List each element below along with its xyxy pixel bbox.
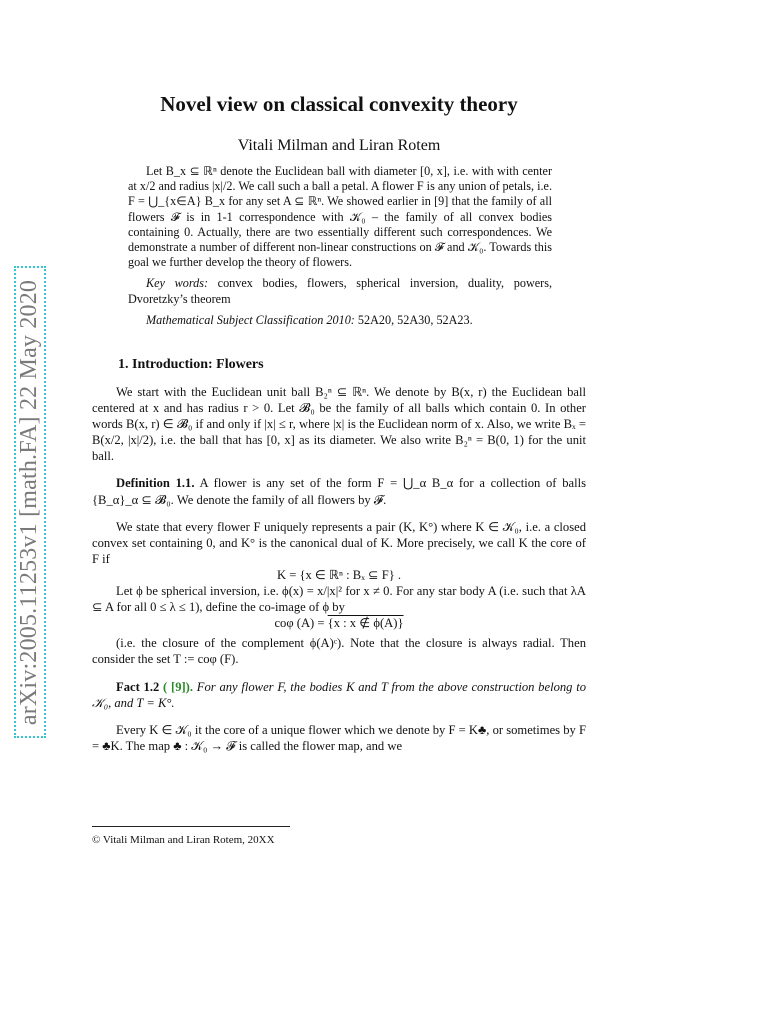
definition-block (92, 475, 586, 507)
keywords-label: Key words: (146, 276, 209, 291)
paper-title: Novel view on classical convexity theory (160, 92, 518, 116)
msc-label: Mathematical Subject Classification 2010: (146, 312, 355, 327)
msc-text: 52A20, 52A30, 52A23. (357, 312, 473, 327)
equation-coimage-left: coφ (A) = (274, 616, 328, 631)
footnote-divider (92, 826, 290, 827)
msc-classification (128, 313, 552, 328)
abstract-text: Let B_x ⊆ ℝⁿ denote the Euclidean ball with diameter [0, x], i.e. with with center at x/2 and radius |x|/2. We call such a ball a petal. A flower F is any union of petals, i.e. F = ⋃_{x∈A} B_x for any set A ⊆ ℝⁿ. We showed earlier in [9] that the family of all flowers 𝓕 is in 1-1 correspondence with 𝒦₀ – the family of all convex bodies containing 0. Actually, there are two essentially different such correspondences. We demonstrate a number of different non-linear constructions on 𝓕 and 𝒦₀. Towards this goal we further develop the theory of flowers. (128, 164, 552, 270)
paragraph-flower-map: Every K ∈ 𝒦₀ it the core of a unique flower which we denote by F = K♣, or sometimes by F = ♣K. The map ♣ : 𝒦₀ → 𝓕 is called the flower map, and we (92, 722, 586, 753)
paper-authors: Vitali Milman and Liran Rotem (237, 137, 441, 154)
body-text (92, 384, 586, 754)
paragraph-intro: We start with the Euclidean unit ball B₂ⁿ ⊆ ℝⁿ. We denote by B(x, r) the Euclidean ball centered at x and has radius r > 0. Let 𝓑₀ be the family of all balls which contain 0. In other words B(x, r) ∈ 𝓑₀ if and only if |x| ≤ r, where |x| is the Euclidean norm of x. Also, we write Bₓ = B(x/2, |x|/2), i.e. the ball that has [0, x] as its diameter. We also write B₂ⁿ = B(0, 1) for the unit ball. (92, 385, 586, 464)
fact-text: For any flower F, the bodies K and T from the above construction belong to 𝒦₀, and T = K°. (92, 679, 587, 710)
arxiv-id: arXiv:2005.11253v1 [math.FA] 22 May 2020 (16, 279, 43, 725)
abstract (128, 164, 552, 328)
fact-block (92, 679, 586, 711)
fact-citation-link[interactable]: ( [9]). (163, 679, 194, 694)
arxiv-sidebar-stamp[interactable] (14, 266, 46, 738)
paragraph-core: We state that every flower F uniquely represents a pair (K, K°) where K ∈ 𝒦₀, i.e. a closed convex set containing 0, and K° is the canonical dual of K. More precisely, we call K the core of F if (92, 519, 586, 566)
definition-text: A flower is any set of the form F = ⋃_α B_α for a collection of balls {B_α}_α ⊆ 𝓑₀. We denote the family of all flowers by 𝓕. (92, 476, 586, 507)
equation-core: K = {x ∈ ℝⁿ : Bₓ ⊆ F} . (276, 567, 402, 582)
fact-label: Fact 1.2 (116, 679, 160, 694)
paragraph-inversion: Let ϕ be spherical inversion, i.e. ϕ(x) = x/|x|² for x ≠ 0. For any star body A (i.e. such that λA ⊆ A for all 0 ≤ λ ≤ 1), define the co-image of ϕ by (92, 584, 586, 615)
equation-coimage (92, 615, 586, 631)
definition-label: Definition 1.1. (116, 476, 195, 491)
paragraph-closure: (i.e. the closure of the complement ϕ(A)ᶜ). Note that the closure is always radial. Then consider the set T := coφ (F). (92, 636, 586, 667)
equation-coimage-right: {x : x ∉ ϕ(A)} (327, 616, 404, 631)
keywords-text: convex bodies, flowers, spherical inversion, duality, powers, Dvoretzky’s theorem (128, 276, 552, 306)
section-heading: 1. Introduction: Flowers (118, 357, 264, 372)
keywords (128, 276, 552, 306)
copyright-footnote: © Vitali Milman and Liran Rotem, 20XX (92, 834, 275, 846)
